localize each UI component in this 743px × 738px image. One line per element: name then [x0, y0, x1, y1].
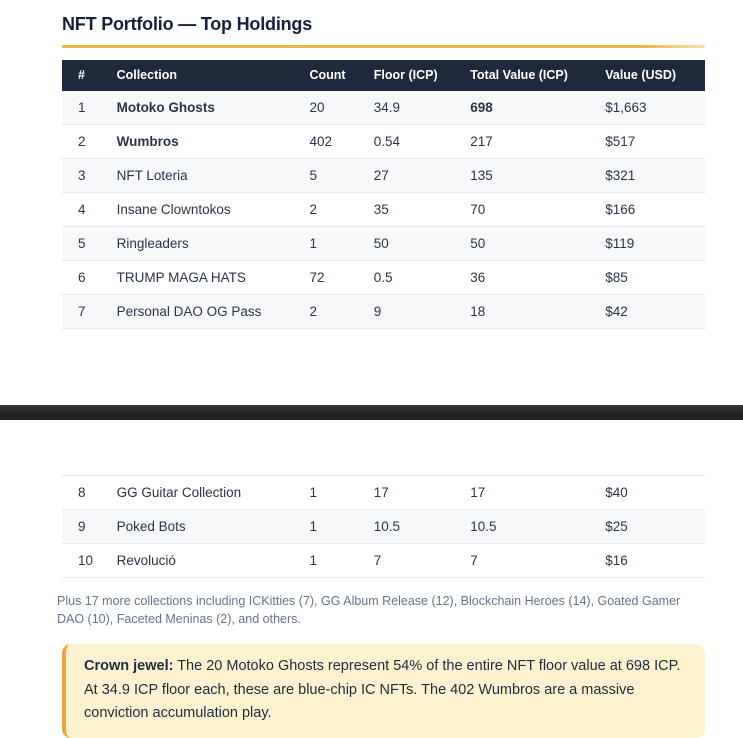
cell-usd: $1,663: [589, 91, 705, 125]
cell-floor: 9: [358, 295, 454, 329]
title-divider: [62, 45, 705, 48]
cell-total: 135: [454, 159, 589, 193]
cell-total: 698: [454, 91, 589, 125]
cell-collection: Personal DAO OG Pass: [101, 295, 294, 329]
cell-total: 217: [454, 125, 589, 159]
cell-count: 1: [293, 510, 357, 544]
cell-collection: Poked Bots: [101, 510, 294, 544]
cell-count: 402: [293, 125, 357, 159]
crown-jewel-label: Crown jewel:: [84, 658, 174, 675]
cell-collection: Ringleaders: [101, 227, 294, 261]
cell-floor: 34.9: [358, 91, 454, 125]
cell-total: 18: [454, 295, 589, 329]
cell-usd: $25: [589, 510, 705, 544]
cell-count: 72: [293, 261, 357, 295]
cell-collection: TRUMP MAGA HATS: [101, 261, 294, 295]
cell-usd: $321: [589, 159, 705, 193]
page-title: NFT Portfolio — Top Holdings: [62, 14, 313, 34]
header-row: [62, 60, 705, 91]
cell-total: 7: [454, 544, 589, 578]
table-row: [62, 295, 705, 329]
cell-rank: 2: [62, 125, 101, 159]
cell-floor: 35: [358, 193, 454, 227]
cell-collection: Motoko Ghosts: [101, 91, 294, 125]
cell-total: 70: [454, 193, 589, 227]
cell-floor: 27: [358, 159, 454, 193]
cell-total: 50: [454, 227, 589, 261]
cell-floor: 7: [358, 544, 454, 578]
cell-count: 1: [293, 476, 357, 510]
cell-collection: GG Guitar Collection: [101, 476, 294, 510]
crown-jewel-callout: [62, 644, 705, 737]
cell-rank: 5: [62, 227, 101, 261]
cell-count: 2: [293, 295, 357, 329]
cell-rank: 1: [62, 91, 101, 125]
cell-count: 1: [293, 227, 357, 261]
cell-count: 2: [293, 193, 357, 227]
cell-usd: $40: [589, 476, 705, 510]
cell-floor: 10.5: [358, 510, 454, 544]
cell-usd: $16: [589, 544, 705, 578]
cell-total: 36: [454, 261, 589, 295]
cell-usd: $119: [589, 227, 705, 261]
cell-rank: 6: [62, 261, 101, 295]
cell-floor: 0.5: [358, 261, 454, 295]
cell-count: 1: [293, 544, 357, 578]
cell-floor: 50: [358, 227, 454, 261]
cell-total: 10.5: [454, 510, 589, 544]
table-header: [62, 60, 705, 91]
col-rank: #: [62, 60, 101, 91]
cell-floor: 17: [358, 476, 454, 510]
table-row: [62, 476, 705, 510]
col-collection: Collection: [101, 60, 294, 91]
col-floor: Floor (ICP): [358, 60, 454, 91]
cell-collection: Insane Clowntokos: [101, 193, 294, 227]
cell-collection: Wumbros: [101, 125, 294, 159]
cell-rank: 4: [62, 193, 101, 227]
cell-total: 17: [454, 476, 589, 510]
cell-rank: 7: [62, 295, 101, 329]
table-row: [62, 159, 705, 193]
cell-rank: 9: [62, 510, 101, 544]
cell-usd: $42: [589, 295, 705, 329]
cell-rank: 10: [62, 544, 101, 578]
table-row: [62, 193, 705, 227]
cell-count: 5: [293, 159, 357, 193]
page-break-bar: [0, 405, 743, 420]
cell-usd: $85: [589, 261, 705, 295]
cell-usd: $166: [589, 193, 705, 227]
table-row: [62, 125, 705, 159]
cell-collection: NFT Loteria: [101, 159, 294, 193]
cell-rank: 8: [62, 476, 101, 510]
col-total: Total Value (ICP): [454, 60, 589, 91]
holdings-table-continued: [62, 475, 705, 578]
crown-jewel-text: Crown jewel: The 20 Motoko Ghosts represent 54% of the entire NFT floor value at 698 ICP. At 34.9 ICP floor each, these are blue-chip IC NFTs. The 402 Wumbros are a massive conviction accumulation play.: [84, 658, 681, 722]
table-row: [62, 544, 705, 578]
cell-rank: 3: [62, 159, 101, 193]
table-row: [62, 510, 705, 544]
table-row: [62, 227, 705, 261]
holdings-table-top: [62, 60, 705, 329]
table-row: [62, 91, 705, 125]
col-usd: Value (USD): [589, 60, 705, 91]
cell-collection: Revolució: [101, 544, 294, 578]
col-count: Count: [293, 60, 357, 91]
cell-floor: 0.54: [358, 125, 454, 159]
more-collections-note: Plus 17 more collections including ICKitties (7), GG Album Release (12), Blockchain Heroes (14), Goated Gamer DAO (10), Faceted Meninas (2), and others.: [57, 594, 681, 627]
cell-count: 20: [293, 91, 357, 125]
table-row: [62, 261, 705, 295]
cell-usd: $517: [589, 125, 705, 159]
